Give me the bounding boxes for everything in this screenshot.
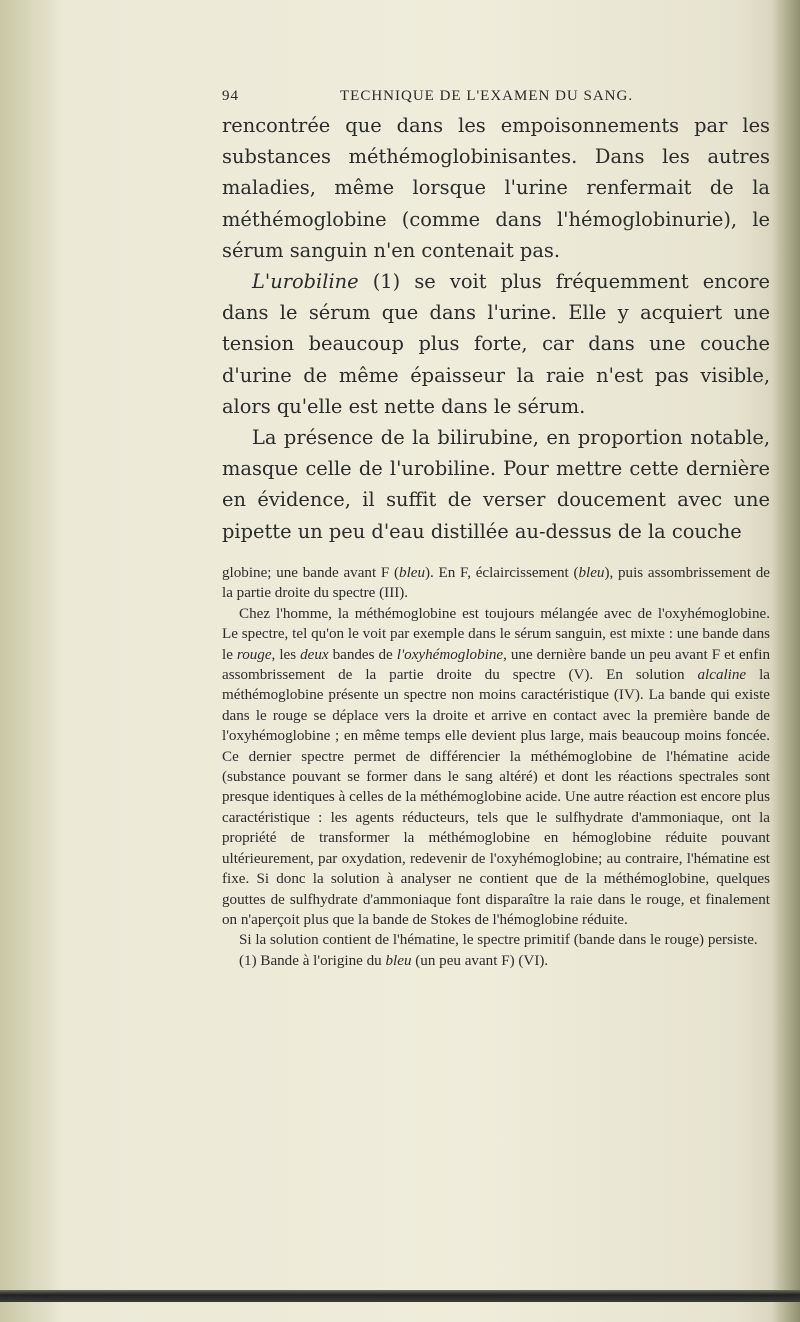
note-1-text-c: ), puis assombrissement de la partie droite du spectre (III). xyxy=(222,565,770,602)
notes-block xyxy=(222,563,770,971)
footnote-1 xyxy=(222,951,770,971)
bottom-edge-rule xyxy=(0,1290,800,1302)
footnote-italic-bleu: bleu xyxy=(385,952,412,969)
note-2-text-c: bandes de xyxy=(328,646,397,663)
note-2-italic-deux: deux xyxy=(300,646,329,663)
note-2-italic-oxyhemoglobine: l'oxyhémoglobine xyxy=(396,646,504,663)
term-urobiline: L'urobiline xyxy=(252,270,359,294)
footnote-text-a: (1) Bande à l'origine du xyxy=(239,952,386,969)
note-2 xyxy=(222,604,770,931)
page-right-edge-shadow xyxy=(772,0,800,1322)
paragraph-3: La présence de la bilirubine, en proportion notable, masque celle de l'urobiline. Pour mettre cette dernière en évidence, il suffit de verser doucement avec une pipette un peu d'eau distillée au-dessus de la couche xyxy=(222,426,770,543)
note-2-text-d: , une dernière bande un peu avant F et enfin assombrissement de la partie droite du spectre (V). En solution xyxy=(222,646,770,684)
note-2-text-e: la méthémoglobine présente un spectre non moins caractéristique (IV). La bande qui existe dans le rouge se déplace vers la droite et arrive en contact avec la première bande de l'oxyhémoglobine ; en même temps elle devient plus large, mais beaucoup moins foncée. Ce dernier spectre permet de différencier la méthémoglobine de l'hématine acide (substance pouvant se former dans le sang altéré) et dont les réactions spectrales sont presque identiques à celles de la méthémoglobine acide. Une autre réaction est encore plus caractéristique : les agents réducteurs, tels que le sulfhydrate d'ammoniaque, ont la propriété de transformer la méthémoglobine en hémoglobine réduite pouvant ultérieurement, par oxydation, redevenir de l'oxyhémoglobine; au contraire, l'hématine est fixe. Si donc la solution à analyser ne contient que de la méthémoglobine, quelques gouttes de sulfhydrate d'ammoniaque font disparaître la raie dans le rouge, et finalement on n'aperçoit plus que la bande de Stokes de l'hémoglobine réduite. xyxy=(222,667,770,928)
paragraph-2 xyxy=(222,266,770,422)
note-2-italic-rouge: rouge xyxy=(236,646,272,663)
note-2-italic-alcaline: alcaline xyxy=(697,667,747,684)
note-1-text-a: globine; une bande avant F ( xyxy=(222,565,400,581)
running-title: TECHNIQUE DE L'EXAMEN DU SANG. xyxy=(340,88,634,104)
note-2-text-a: Chez l'homme, la méthémoglobine est toujours mélangée avec de l'oxyhémoglobine. Le spectre, tel qu'on le voit par exemple dans le sérum sanguin, est mixte : une bande dans le xyxy=(222,605,770,663)
main-text xyxy=(222,110,770,547)
page-left-edge-shadow xyxy=(0,0,60,1322)
paragraph-2-text: (1) se voit plus fréquemment encore dans le sérum que dans l'urine. Elle y acquiert une tension beaucoup plus forte, car dans une couche d'urine de même épaisseur la raie n'est pas visible, alors qu'elle est nette dans le sérum. xyxy=(222,270,770,418)
note-1-text-b: ). En F, éclaircissement ( xyxy=(425,565,579,581)
note-3: Si la solution contient de l'hématine, le spectre primitif (bande dans le rouge) persiste. xyxy=(239,932,758,949)
note-2-text-b: , les xyxy=(271,646,301,663)
footnote-text-b: (un peu avant F) (VI). xyxy=(411,952,549,969)
paragraph-1: rencontrée que dans les empoisonnements par les substances méthémoglobinisantes. Dans les autres maladies, même lorsque l'urine renfermait de la méthémoglobine (comme dans l'hémoglobinurie), le sérum sanguin n'en contenait pas. xyxy=(222,114,770,262)
note-1-italic-bleu: bleu xyxy=(399,565,426,581)
note-1 xyxy=(222,563,770,604)
page-number: 94 xyxy=(222,88,239,104)
note-1-italic-bleu-2: bleu xyxy=(578,565,605,581)
